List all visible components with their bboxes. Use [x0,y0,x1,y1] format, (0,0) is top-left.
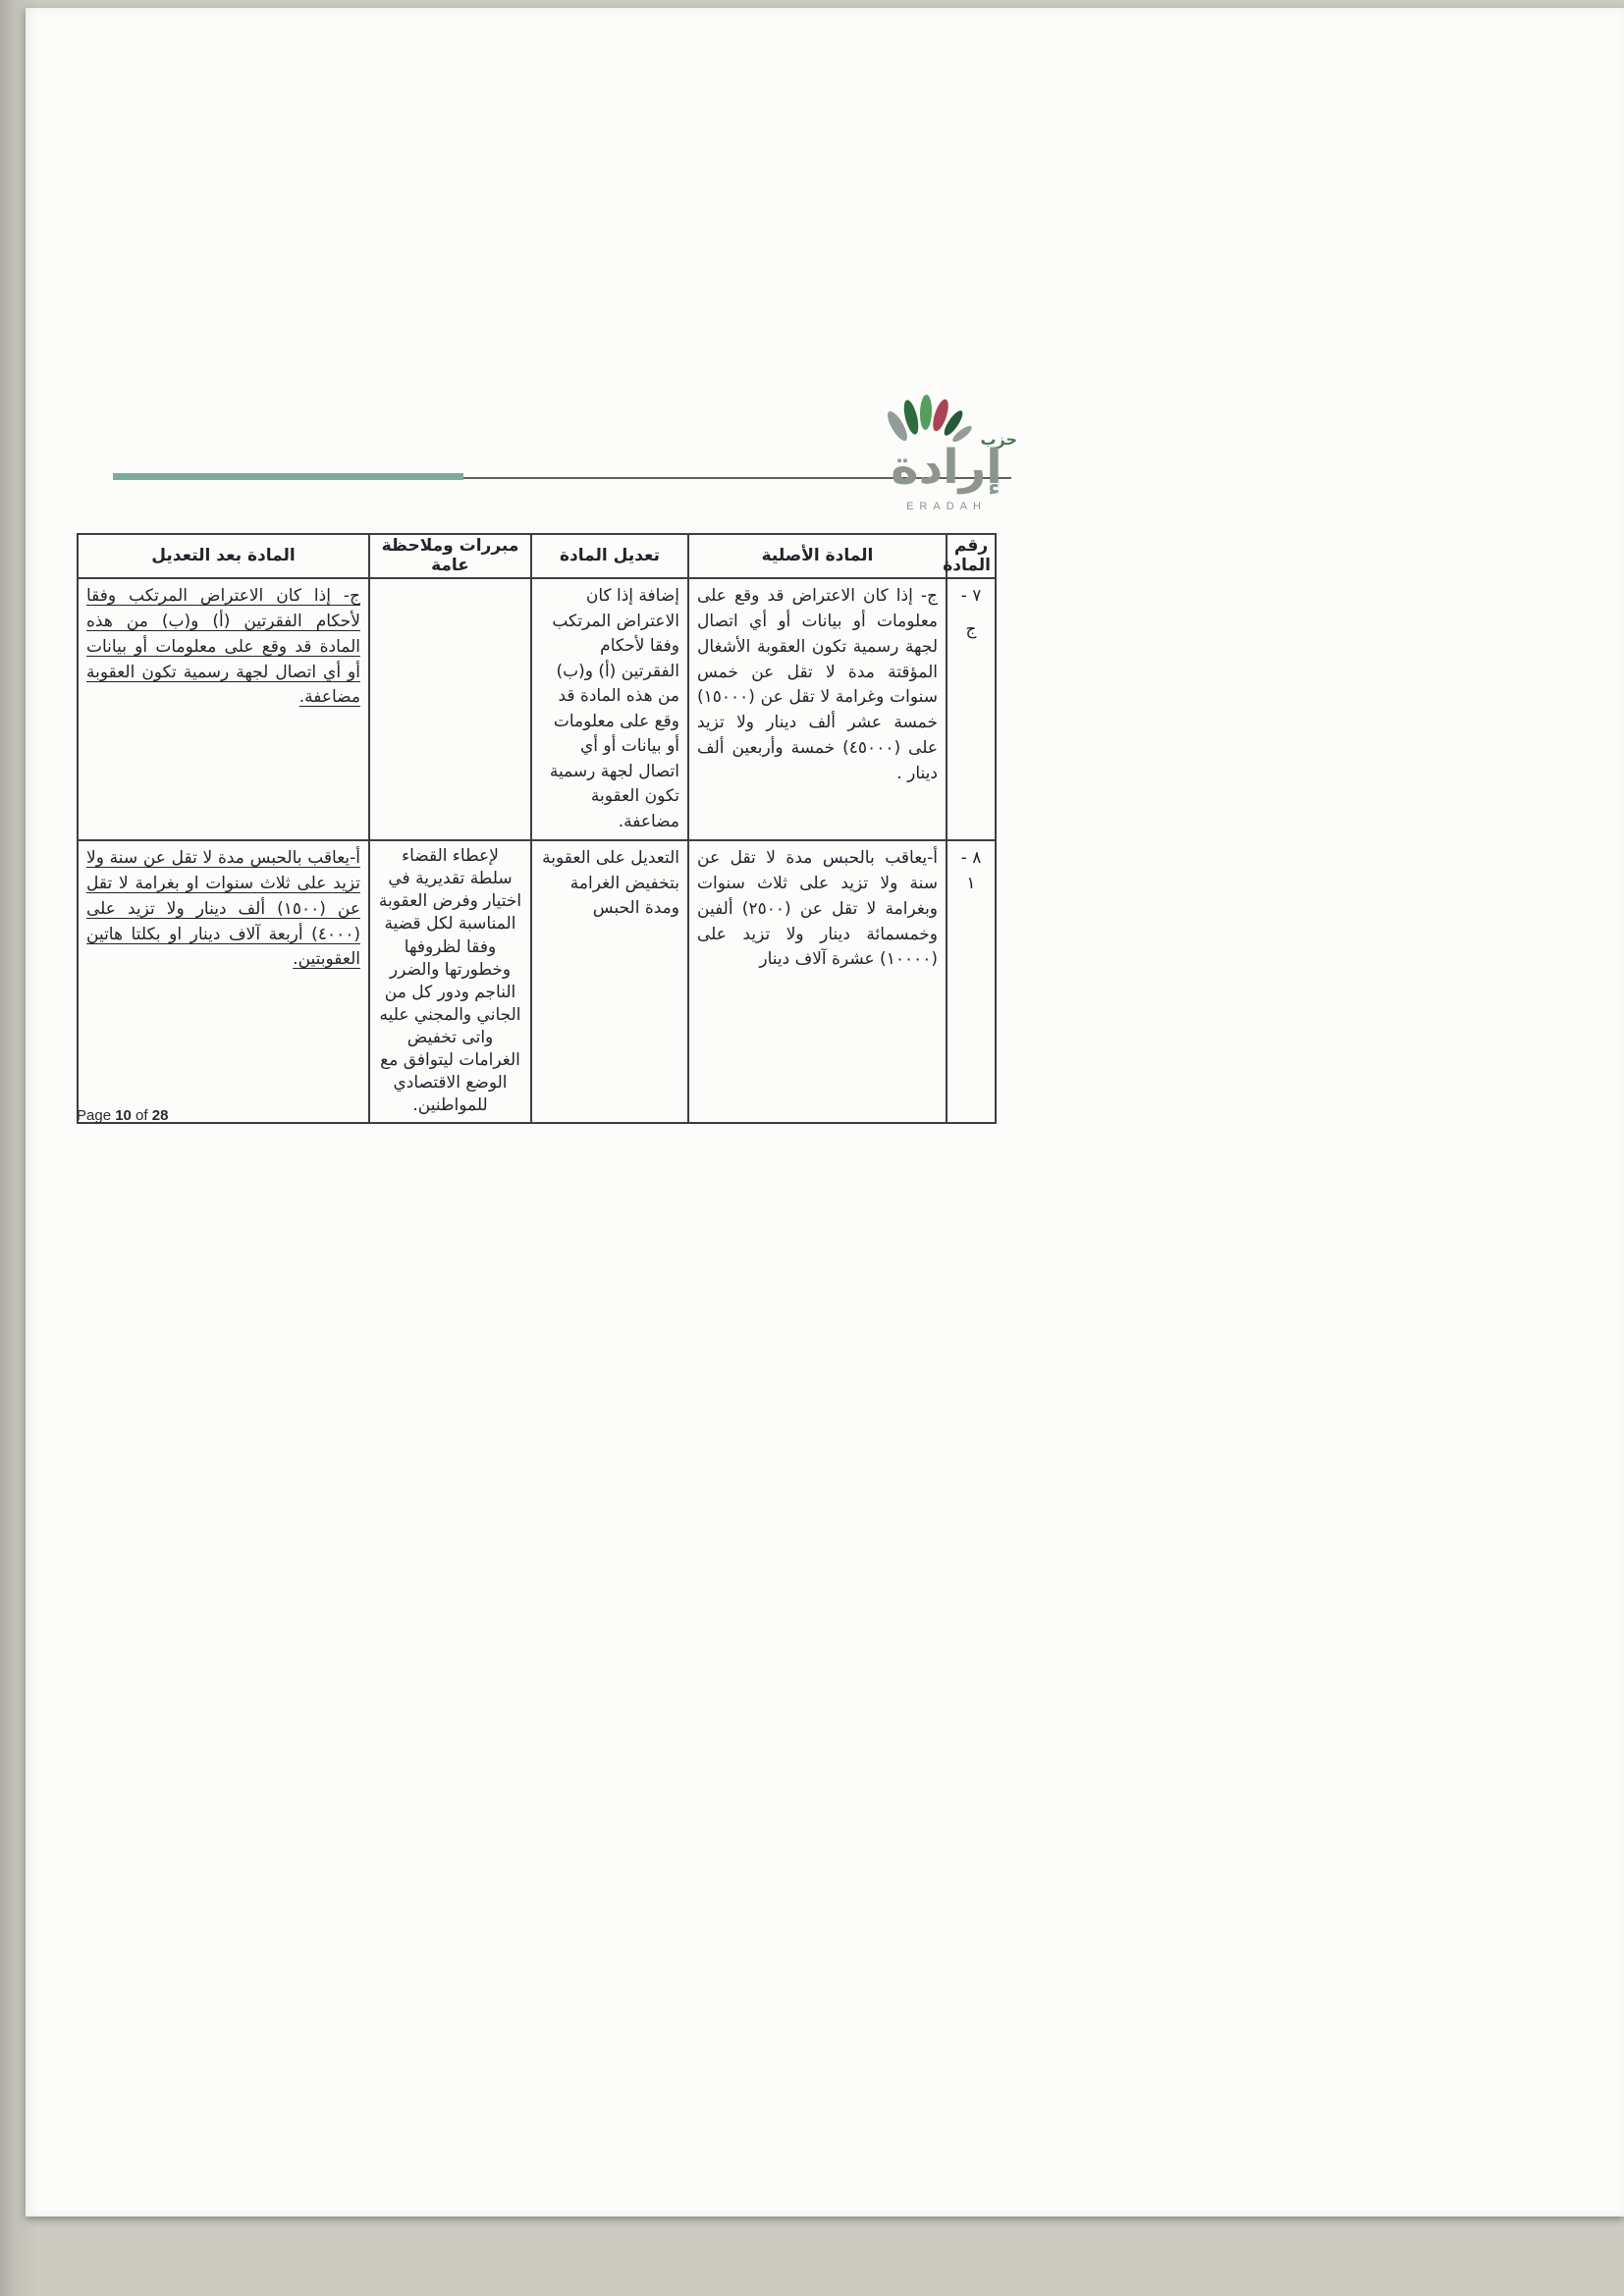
col-header-justifications: مبررات وملاحظة عامة [369,534,531,578]
col-header-article-number-line2: المادة [943,555,991,575]
cell-article-number-7 [947,578,996,840]
cell-after-amendment-article-8: أ-يعاقب بالحبس مدة لا تقل عن سنة ولا تزيد على ثلاث سنوات او بغرامة لا تقل عن (١٥٠٠) ألف دينار ولا تزيد على (٤٠٠٠) أربعة آلاف دينار او بكلتا هاتين العقوبتين. [78,840,369,1123]
col-header-article-after-amendment: المادة بعد التعديل [78,534,369,578]
logo-name-arabic: إرادة [891,440,1002,495]
col-header-original-article: المادة الأصلية [688,534,947,578]
cell-article-number-8 [947,840,996,1123]
cell-original-article-7: ج- إذا كان الاعتراض قد وقع على معلومات أو بيانات أو أي اتصال لجهة رسمية تكون العقوبة الأشغال المؤقتة مدة لا تقل عن خمس سنوات وغرامة لا تقل عن (١٥٠٠٠) خمسة عشر ألف دينار ولا تزيد على (٤٥٠٠٠) خمسة وأربعين ألف دينار . [688,578,947,840]
col-header-article-number [943,534,996,578]
amendments-table-container [77,533,995,1124]
logo-name-latin: ERADAH [906,501,987,512]
page-footer [77,1107,168,1124]
eradah-logo [862,391,1031,530]
cell-justification-article-8: لإعطاء القضاء سلطة تقديرية في اختيار وفرض العقوبة المناسبة لكل قضية وفقا لظروفها وخطورتها والضرر الناجم ودور كل من الجاني والمجني عليه واتى تخفيض الغرامات ليتوافق مع الوضع الاقتصادي للمواطنين. [369,840,531,1123]
amendments-table [77,533,997,1124]
footer-prefix: Page [77,1107,116,1124]
article-number-8-line1: ٨ - ١ [960,848,982,893]
col-header-article-amendment: تعديل المادة [531,534,688,578]
cell-justification-article-7 [369,578,531,840]
article-number-7-line2: ج [965,618,977,639]
footer-total-pages: 28 [151,1107,169,1124]
footer-connector: of [131,1107,152,1124]
table-header-row [78,534,996,578]
article-number-7-line1: ٧ - [960,586,982,607]
cell-after-amendment-article-7: ج- إذا كان الاعتراض المرتكب وفقا لأحكام الفقرتين (أ) و(ب) من هذه المادة قد وقع على معلومات أو بيانات أو أي اتصال لجهة رسمية تكون العقوبة مضاعفة. [78,578,369,840]
logo-party-word: حزب [980,430,1017,449]
table-row-article-7 [78,578,996,840]
col-header-article-number-line1: رقم [953,536,989,556]
cell-amendment-article-8: التعديل على العقوبة بتخفيض الغرامة ومدة الحبس [531,840,688,1123]
footer-page-number: 10 [115,1107,132,1124]
table-row-article-8 [78,840,996,1123]
header-divider-accent-bar [113,473,463,480]
cell-original-article-8: أ-يعاقب بالحبس مدة لا تقل عن سنة ولا تزيد على ثلاث سنوات وبغرامة لا تقل عن (٢٥٠٠) ألفين وخمسمائة دينار ولا تزيد على (١٠٠٠٠) عشرة آلاف دينار [688,840,947,1123]
cell-amendment-article-7: إضافة إذا كان الاعتراض المرتكب وفقا لأحكام الفقرتين (أ) و(ب) من هذه المادة قد وقع على معلومات أو بيانات أو أي اتصال لجهة رسمية تكون العقوبة مضاعفة. [531,578,688,840]
